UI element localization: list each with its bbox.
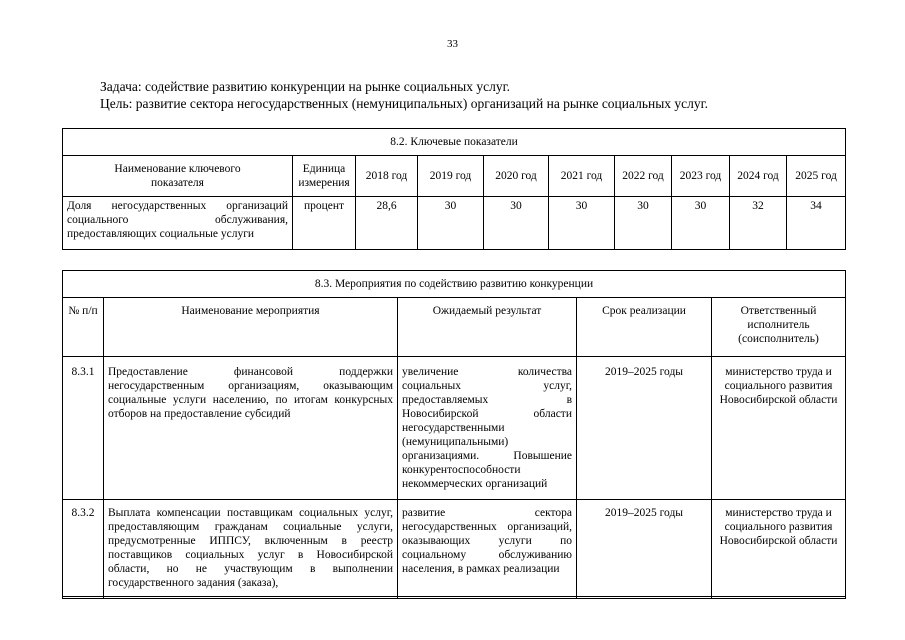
kpi-header-unit: Единица измерения (293, 156, 356, 197)
event-term: 2019–2025 годы (577, 500, 712, 599)
task-text: Задача: содействие развитию конкуренции на рынке социальных услуг. (100, 79, 510, 94)
kpi-row (63, 197, 846, 250)
events-header-row (63, 298, 846, 357)
kpi-row-value: 32 (730, 197, 787, 250)
kpi-header-year: 2025 год (787, 156, 846, 197)
event-num: 8.3.1 (63, 357, 104, 500)
kpi-row-name: Доля негосударственных организаций социального обслуживания, предоставляющих социальные услуги (63, 197, 293, 250)
event-result: развитие сектора негосударственных организаций, оказывающих услуги по социальному обслуживанию населения, в рамках реализации (398, 500, 577, 599)
events-table (62, 270, 846, 599)
event-name: Выплата компенсации поставщикам социальных услуг, предоставляющим гражданам социальные услуги, предусмотренные ИППСУ, включенным в реестр поставщиков социальных услуг в Новосибирской области, но не участвующим в выполнении государственного задания (заказа), (104, 500, 398, 599)
goal-text: Цель: развитие сектора негосударственных (немуниципальных) организаций на рынке социальных услуг. (100, 96, 709, 111)
event-result: увеличение количества социальных услуг, предоставляемых в Новосибирской области негосударственными (немуниципальными) организациями. Повышение конкурентоспособности некоммерческих организаций (398, 357, 577, 500)
kpi-row-value: 30 (615, 197, 672, 250)
event-name: Предоставление финансовой поддержки негосударственным организациям, оказывающим социальные услуги населению, по итогам конкурсных отборов на предоставление субсидий (104, 357, 398, 500)
kpi-header-year: 2019 год (418, 156, 484, 197)
event-responsible: министерство труда и социального развития Новосибирской области (712, 500, 846, 599)
intro-block (100, 78, 708, 112)
kpi-header-year: 2021 год (549, 156, 615, 197)
kpi-row-value: 28,6 (356, 197, 418, 250)
kpi-row-value: 34 (787, 197, 846, 250)
event-row (63, 357, 846, 500)
events-header-term: Срок реализации (577, 298, 712, 357)
kpi-header-name: Наименование ключевого показателя (63, 156, 293, 197)
kpi-caption: 8.2. Ключевые показатели (63, 129, 846, 156)
events-header-responsible: Ответственный исполнитель (соисполнитель) (712, 298, 846, 357)
event-term: 2019–2025 годы (577, 357, 712, 500)
kpi-header-year: 2018 год (356, 156, 418, 197)
kpi-header-year: 2024 год (730, 156, 787, 197)
kpi-row-unit: процент (293, 197, 356, 250)
page-cut-line (62, 596, 845, 597)
kpi-table (62, 128, 846, 250)
events-header-num: № п/п (63, 298, 104, 357)
kpi-header-row (63, 156, 846, 197)
kpi-row-value: 30 (549, 197, 615, 250)
events-header-result: Ожидаемый результат (398, 298, 577, 357)
event-num: 8.3.2 (63, 500, 104, 599)
event-responsible: министерство труда и социального развития Новосибирской области (712, 357, 846, 500)
kpi-row-value: 30 (672, 197, 730, 250)
events-header-name: Наименование мероприятия (104, 298, 398, 357)
events-caption: 8.3. Мероприятия по содействию развитию конкуренции (63, 271, 846, 298)
kpi-header-year: 2023 год (672, 156, 730, 197)
kpi-row-value: 30 (418, 197, 484, 250)
page-number: 33 (447, 38, 458, 50)
kpi-header-year: 2020 год (484, 156, 549, 197)
kpi-header-year: 2022 год (615, 156, 672, 197)
kpi-row-value: 30 (484, 197, 549, 250)
event-row (63, 500, 846, 599)
